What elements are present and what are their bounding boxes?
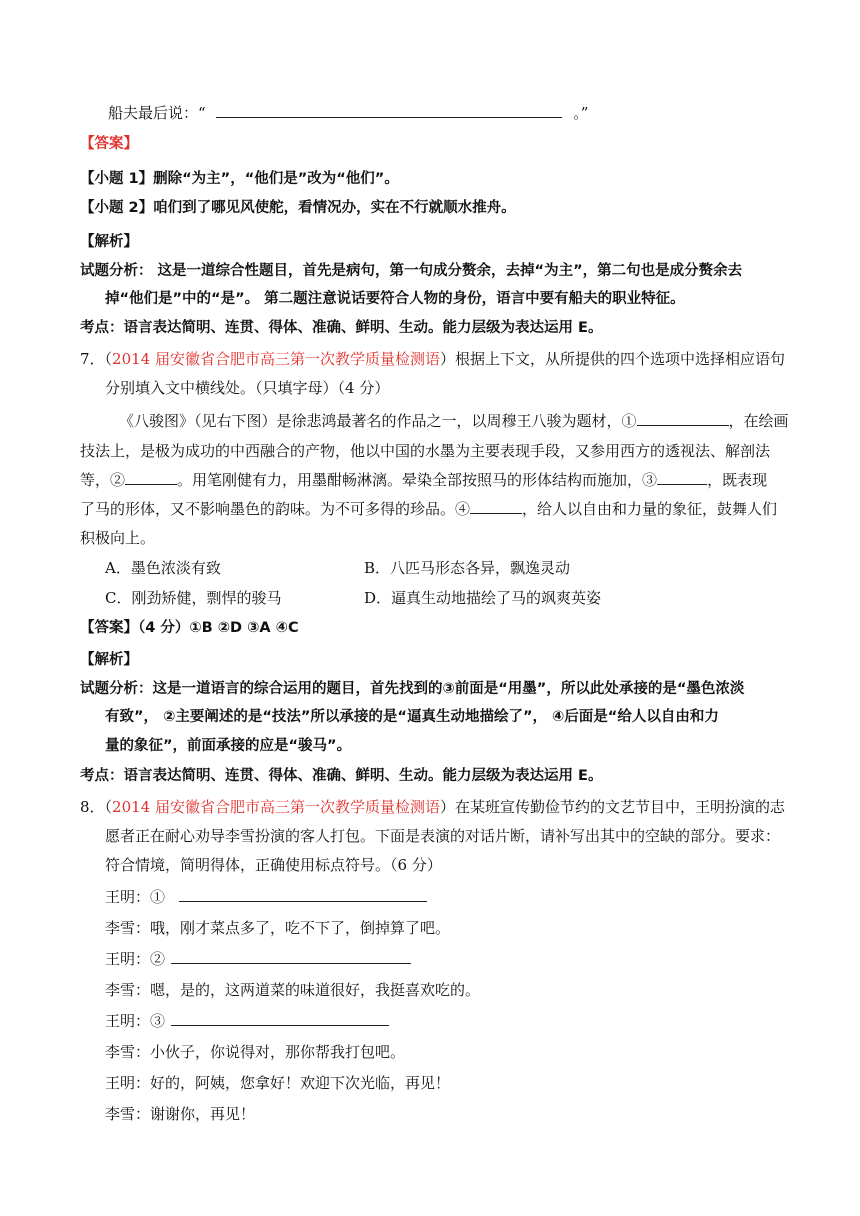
dialogue-blank-1[interactable] [179, 887, 427, 902]
blank-4[interactable] [470, 499, 522, 514]
question-number: 8．（ [80, 798, 113, 816]
dialogue-line [105, 1011, 389, 1031]
blank-1[interactable] [637, 411, 729, 426]
passage-text: 。用笔刚健有力，用墨酣畅淋漓。晕染全部按照马的形体结构而施加， [177, 471, 643, 489]
dialogue-line: 李雪：小伙子，你说得对，那你帮我打包吧。 [105, 1043, 406, 1061]
option-d: D．逼真生动地描绘了马的飒爽英姿 [364, 589, 602, 607]
boatman-line [108, 103, 588, 123]
analysis-line: 掉“他们是”中的“是”。 第二题注意说话要符合人物的身份，语言中要有船夫的职业特征。 [105, 291, 685, 307]
blank-marker-2: ② [110, 471, 126, 489]
blank-marker-1: ① [621, 412, 637, 430]
dialogue-line: 李雪：谢谢你，再见！ [105, 1105, 256, 1123]
passage-text: ，给人以自由和力量的象征，鼓舞人们 [522, 500, 778, 518]
option-c: C．刚劲矫健，剽悍的骏马 [105, 589, 282, 607]
dialogue-blank-2[interactable] [171, 949, 411, 964]
passage-text: 了马的形体，又不影响墨色的韵味。为不可多得的珍品。 [80, 500, 456, 518]
dialogue-blank-3[interactable] [171, 1011, 389, 1026]
question-number: 7．（ [80, 350, 113, 368]
kaodian-line: 考点：语言表达简明、连贯、得体、准确、鲜明、生动。能力层级为表达运用 E。 [80, 768, 603, 784]
dialogue-speaker: 王明：③ [105, 1012, 166, 1030]
dialogue-speaker: 王明：② [105, 950, 166, 968]
analysis-tag: 【解析】 [80, 652, 138, 668]
dialogue-line [105, 949, 411, 969]
passage-line [80, 499, 777, 519]
question-prompt: ）在某班宣传勤俭节约的文艺节目中，王明扮演的志 [440, 798, 786, 816]
question-source: 2014 届安徽省合肥市高三第一次教学质量检测语 [112, 798, 440, 816]
passage-text: ，既表现 [707, 471, 768, 489]
analysis-tag: 【解析】 [80, 234, 138, 250]
option-a: A．墨色浓淡有致 [105, 559, 221, 577]
passage-line [119, 411, 789, 431]
q8-prompt-line: 符合情境，简明得体，正确使用标点符号。（6 分） [105, 856, 442, 874]
dialogue-line: 王明：好的，阿姨，您拿好！欢迎下次光临，再见！ [105, 1074, 451, 1092]
question-source: 2014 届安徽省合肥市高三第一次教学质量检测语 [112, 350, 440, 368]
q7-prompt-line: 分别填入文中横线处。（只填字母）（4 分） [105, 379, 390, 397]
analysis-line: 试题分析： 这是一道综合性题目，首先是病句，第一句成分赘余，去掉“为主”，第二句也是成分赘余去 [80, 263, 743, 279]
analysis-line: 有致”， ②主要阐述的是“技法”所以承接的是“逼真生动地描绘了”， ④后面是“给人以自由和力 [105, 709, 719, 725]
passage-text: ，在绘画 [728, 412, 789, 430]
answer-sub2: 【小题 2】咱们到了哪见风使舵，看情况办，实在不行就顺水推舟。 [80, 200, 516, 216]
boatman-suffix: 。” [573, 104, 589, 122]
dialogue-line: 李雪：嗯，是的，这两道菜的味道很好，我挺喜欢吃的。 [105, 981, 481, 999]
blank-marker-3: ③ [642, 471, 658, 489]
blank-marker-4: ④ [455, 500, 471, 518]
blank-3[interactable] [657, 470, 707, 485]
q8-header [80, 797, 785, 817]
dialogue-line: 李雪：哦，刚才菜点多了，吃不下了，倒掉算了吧。 [105, 919, 451, 937]
dialogue-speaker: 王明：① [105, 888, 166, 906]
q7-answer: 【答案】（4 分）①B ②D ③A ④C [80, 620, 299, 636]
passage-text: 《八骏图》（见右下图）是徐悲鸿最著名的作品之一，以周穆王八骏为题材， [119, 412, 622, 430]
passage-text: 等， [80, 471, 111, 489]
analysis-line: 量的象征”，前面承接的应是“骏马”。 [105, 738, 352, 754]
question-prompt: ）根据上下文，从所提供的四个选项中选择相应语句 [440, 350, 786, 368]
blank-2[interactable] [125, 470, 177, 485]
passage-line: 技法上，是极为成功的中西融合的产物，他以中国的水墨为主要表现手段，又参用西方的透视法、解剖法 [80, 442, 771, 460]
passage-line: 积极向上。 [80, 529, 156, 547]
option-b: B．八匹马形态各异，飘逸灵动 [364, 559, 571, 577]
answer-tag: 【答案】 [80, 136, 138, 152]
answer-sub1: 【小题 1】删除“为主”，“他们是”改为“他们”。 [80, 171, 399, 187]
dialogue-line [105, 887, 427, 907]
q8-prompt-line: 愿者正在耐心劝导李雪扮演的客人打包。下面是表演的对话片断，请补写出其中的空缺的部分。要求： [105, 827, 781, 845]
kaodian-line: 考点：语言表达简明、连贯、得体、准确、鲜明、生动。能力层级为表达运用 E。 [80, 320, 603, 336]
boatman-prefix: 船夫最后说：“ [108, 104, 206, 122]
answer-blank[interactable] [216, 103, 562, 118]
q7-header [80, 349, 785, 369]
passage-line [80, 470, 767, 490]
analysis-line: 试题分析：这是一道语言的综合运用的题目，首先找到的③前面是“用墨”，所以此处承接的是“墨色浓淡 [80, 681, 745, 697]
